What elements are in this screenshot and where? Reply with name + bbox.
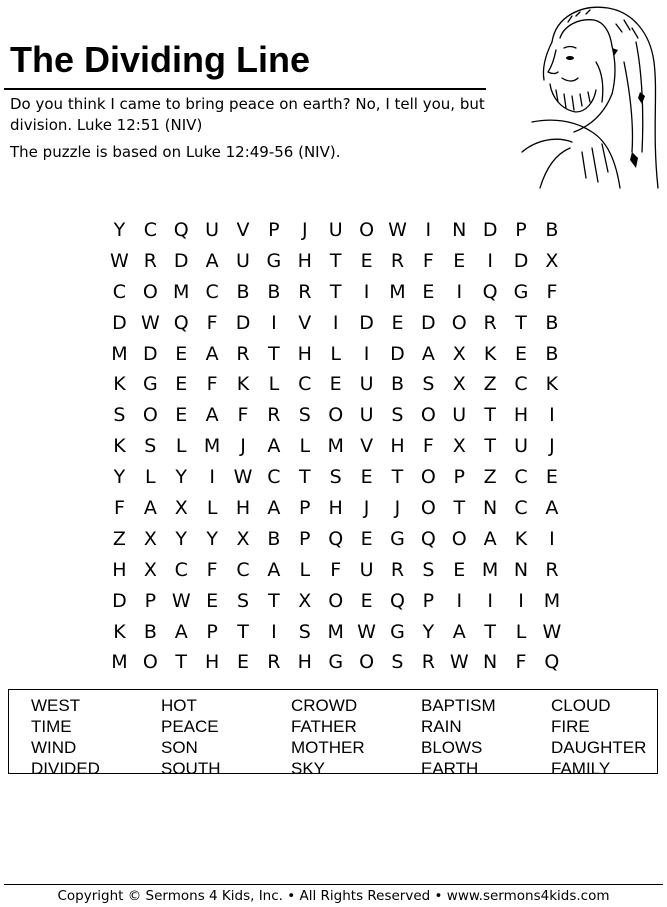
grid-letter: E [391,311,404,334]
grid-letter: W [171,589,191,612]
grid-letter: I [518,589,524,612]
grid-letter: E [206,589,219,612]
grid-letter: S [391,404,404,427]
grid-row [104,400,567,431]
grid-letter: E [453,249,466,272]
grid-letter: K [236,373,250,396]
grid-row [104,586,567,617]
grid-letter: B [236,280,250,303]
grid-letter: E [360,527,373,550]
grid-letter: T [237,620,249,643]
scripture-reference: The puzzle is based on Luke 12:49-56 (NIV). [10,143,341,161]
grid-letter: T [268,589,280,612]
grid-letter: W [542,620,562,643]
grid-row [104,524,567,555]
grid-letter: O [142,651,158,674]
grid-letter: L [175,435,187,458]
grid-letter: F [422,249,434,272]
grid-letter: K [113,435,126,458]
grid-letter: K [113,373,126,396]
grid-row [104,647,567,678]
word-list-item: FAMILY [551,759,611,778]
grid-letter: A [143,497,157,520]
grid-letter: B [267,280,281,303]
grid-letter: C [514,497,528,520]
grid-letter: R [298,280,312,303]
grid-letter: O [142,280,158,303]
grid-letter: J [394,497,401,520]
grid-letter: E [422,280,435,303]
grid-letter: I [549,527,555,550]
grid-letter: Q [544,651,560,674]
grid-letter: A [267,497,281,520]
grid-letter: S [329,466,342,489]
grid-letter: X [236,527,250,550]
grid-letter: H [297,249,312,272]
grid-letter: U [205,219,220,241]
word-list-item: BLOWS [421,738,483,757]
grid-letter: O [451,527,467,550]
grid-letter: N [483,651,498,674]
grid-letter: D [482,219,498,241]
grid-letter: T [268,342,280,365]
grid-letter: S [298,620,311,643]
grid-letter: A [421,342,435,365]
word-list-item: WEST [31,696,81,715]
grid-letter: I [456,280,463,303]
grid-letter: T [484,620,496,643]
grid-letter: G [513,280,529,303]
grid-letter: P [206,620,218,643]
grid-letter: E [360,249,373,272]
grid-letter: Q [173,311,189,334]
grid-letter: L [206,497,218,520]
word-list-item: SOUTH [161,759,221,778]
word-list-item: DIVIDED [31,759,100,778]
grid-row [104,339,567,370]
grid-letter: W [233,466,253,489]
grid-letter: Z [483,466,497,489]
grid-letter: R [483,311,497,334]
grid-letter: T [298,466,311,489]
grid-row [104,555,567,586]
grid-letter: V [236,219,250,241]
grid-letter: J [301,219,308,241]
grid-letter: L [515,620,527,643]
grid-letter: P [453,466,465,489]
grid-letter: B [545,311,559,334]
grid-letter: A [452,620,466,643]
grid-letter: T [175,651,188,674]
page-title: The Dividing Line [10,39,311,80]
grid-letter: S [391,651,404,674]
grid-letter: F [206,311,218,334]
grid-letter: L [145,466,156,489]
grid-letter: D [112,589,127,612]
word-list-item: EARTH [421,759,479,778]
word-list-item: RAIN [421,717,462,736]
grid-letter: G [266,249,282,272]
grid-letter: B [545,342,559,365]
grid-letter: G [390,527,405,550]
grid-letter: I [209,466,215,489]
grid-letter: I [487,589,493,612]
grid-letter: O [142,404,158,427]
grid-letter: Y [175,466,188,489]
grid-letter: A [174,620,188,643]
grid-letter: C [205,280,219,303]
grid-letter: I [456,589,463,612]
grid-letter: H [204,651,220,674]
grid-letter: I [271,311,277,334]
grid-letter: I [332,311,339,334]
grid-letter: I [363,280,370,303]
grid-row [104,369,567,400]
grid-letter: A [205,342,219,365]
grid-letter: D [359,311,374,334]
grid-letter: B [545,219,559,241]
grid-letter: F [515,651,527,674]
grid-letter: Y [113,219,126,241]
grid-letter: N [513,558,529,581]
grid-letter: R [390,249,405,272]
word-list-item: TIME [31,717,72,736]
grid-letter: X [452,373,466,396]
grid-letter: M [203,435,221,458]
grid-letter: S [298,404,311,427]
word-list-item: PEACE [161,717,219,736]
grid-letter: E [453,558,466,581]
grid-letter: M [543,589,561,612]
word-list [31,695,661,779]
grid-letter: G [390,620,405,643]
grid-letter: U [359,558,374,581]
grid-letter: O [420,497,436,520]
grid-letter: F [206,373,218,396]
word-list-item: WIND [31,738,77,757]
grid-letter: P [144,589,157,612]
grid-letter: J [363,497,370,520]
grid-letter: T [484,404,496,427]
grid-letter: T [515,311,527,334]
grid-letter: A [545,497,559,520]
grid-letter: O [420,466,436,489]
grid-letter: E [237,651,250,674]
grid-letter: M [481,558,499,581]
grid-letter: Z [483,373,497,396]
grid-letter: U [452,404,467,427]
grid-letter: H [297,651,312,674]
grid-letter: S [422,558,435,581]
grid-letter: U [328,219,343,241]
grid-letter: N [452,219,467,241]
word-list-item: CLOUD [551,696,611,715]
grid-letter: R [236,342,250,365]
word-bank [8,689,658,778]
grid-letter: U [359,373,374,396]
grid-letter: P [422,589,435,612]
grid-letter: E [545,466,558,489]
grid-letter: Y [422,620,435,643]
grid-letter: I [425,219,432,241]
grid-letter: C [236,558,250,581]
grid-letter: V [360,435,374,458]
grid-row [104,308,567,339]
grid-letter: L [268,373,280,396]
grid-letter: T [329,249,342,272]
grid-letter: E [360,466,373,489]
grid-letter: E [360,589,373,612]
grid-letter: R [390,558,405,581]
grid-letter: H [112,558,127,581]
word-list-item: SON [161,738,198,757]
grid-letter: X [298,589,312,612]
grid-letter: G [142,373,158,396]
word-list-item: FIRE [551,717,590,736]
grid-letter: X [143,527,157,550]
grid-letter: D [390,342,405,365]
grid-letter: D [143,342,158,365]
grid-letter: O [328,589,344,612]
footer-divider [4,884,663,885]
grid-letter: I [487,249,493,272]
grid-letter: C [514,466,528,489]
grid-letter: P [268,219,280,241]
grid-letter: P [299,497,311,520]
grid-letter: C [112,280,127,303]
title-divider [4,88,486,90]
grid-letter: I [271,620,277,643]
grid-letter: Y [206,527,218,550]
grid-row [104,215,567,246]
grid-letter: E [175,342,188,365]
grid-letter: S [113,404,126,427]
grid-letter: F [422,435,434,458]
grid-letter: K [113,620,126,643]
grid-letter: C [514,373,528,396]
grid-row [104,246,567,277]
grid-letter: T [329,280,342,303]
grid-letter: R [267,404,281,427]
grid-letter: O [420,404,436,427]
grid-letter: A [205,404,219,427]
grid-letter: X [545,249,559,272]
scripture-verse: Do you think I came to bring peace on earth? No, I tell you, but division. Luke 12:51 (NIV) [10,95,485,134]
grid-letter: D [513,249,529,272]
grid-letter: N [483,497,498,520]
grid-letter: U [236,249,250,272]
grid-letter: B [390,373,404,396]
grid-letter: S [236,589,250,612]
grid-letter: H [297,342,312,365]
jesus-illustration [512,2,662,190]
grid-letter: F [113,497,125,520]
grid-letter: X [143,558,157,581]
grid-row [104,493,567,524]
grid-letter: F [330,558,342,581]
grid-row [104,617,567,648]
grid-letter: A [483,527,497,550]
grid-letter: L [299,558,311,581]
word-list-item: CROWD [291,696,358,715]
grid-letter: O [359,219,375,241]
word-list-item: FATHER [291,717,357,736]
grid-letter: M [327,620,344,643]
grid-letter: H [390,435,405,458]
grid-letter: A [267,435,281,458]
grid-letter: H [328,497,343,520]
grid-letter: M [111,342,128,365]
grid-letter: D [235,311,251,334]
grid-letter: M [173,280,190,303]
grid-letter: J [240,435,246,458]
grid-letter: E [175,373,188,396]
grid-letter: R [267,651,281,674]
grid-letter: K [514,527,528,550]
grid-letter: D [112,311,127,334]
grid-letter: P [299,527,311,550]
word-list-item: SKY [291,759,326,778]
grid-letter: K [483,342,497,365]
grid-letter: O [359,651,375,674]
grid-letter: M [111,651,128,674]
grid-row [104,277,567,308]
grid-letter: Q [173,219,189,241]
grid-letter: Q [482,280,498,303]
grid-letter: L [299,435,311,458]
grid-letter: A [267,558,281,581]
grid-row [104,462,567,493]
grid-letter: R [545,558,559,581]
grid-letter: C [174,558,188,581]
grid-letter: C [267,466,281,489]
grid-letter: G [328,651,344,674]
grid-letter: A [205,249,219,272]
grid-letter: Q [420,527,436,550]
grid-letter: W [140,311,160,334]
grid-letter: Q [328,527,344,550]
grid-letter: D [421,311,436,334]
grid-letter: E [175,404,188,427]
grid-letter: X [452,342,466,365]
grid-letter: T [391,466,404,489]
grid-letter: U [514,435,528,458]
grid-letter: J [549,435,555,458]
grid-letter: Q [389,589,405,612]
copyright-footer: Copyright © Sermons 4 Kids, Inc. • All Rights Reserved • www.sermons4kids.com [57,888,610,904]
grid-letter: H [513,404,529,427]
word-list-item: BAPTISM [421,696,496,715]
grid-letter: B [267,527,281,550]
grid-letter: F [206,558,218,581]
grid-letter: D [173,249,189,272]
grid-letter: C [143,219,157,241]
grid-letter: R [421,651,435,674]
grid-letter: X [452,435,466,458]
word-list-item: HOT [161,696,197,715]
grid-letter: E [515,342,528,365]
grid-letter: R [143,249,157,272]
grid-letter: P [515,219,527,241]
grid-letter: F [237,404,249,427]
grid-row [104,431,567,462]
grid-letter: I [363,342,370,365]
grid-letter: W [449,651,469,674]
grid-letter: M [389,280,406,303]
grid-letter: W [357,620,376,643]
grid-letter: L [330,342,341,365]
grid-letter: X [174,497,188,520]
grid-letter: T [484,435,496,458]
grid-letter: O [451,311,467,334]
letter-grid [104,215,567,678]
grid-letter: Z [112,527,126,550]
grid-letter: E [329,373,342,396]
word-list-item: DAUGHTER [551,738,647,757]
grid-letter: B [143,620,157,643]
grid-letter: I [549,404,555,427]
grid-letter: Y [113,466,126,489]
word-list-item: MOTHER [291,738,365,757]
grid-letter: S [144,435,157,458]
grid-letter: T [453,497,466,520]
grid-letter: W [110,249,129,272]
grid-letter: C [298,373,312,396]
grid-letter: W [388,219,407,241]
grid-letter: M [327,435,344,458]
grid-letter: S [422,373,435,396]
grid-letter: H [235,497,251,520]
grid-letter: V [298,311,312,334]
grid-letter: Y [175,527,188,550]
grid-letter: F [546,280,558,303]
grid-letter: O [328,404,344,427]
grid-letter: K [545,373,559,396]
grid-letter: U [359,404,374,427]
